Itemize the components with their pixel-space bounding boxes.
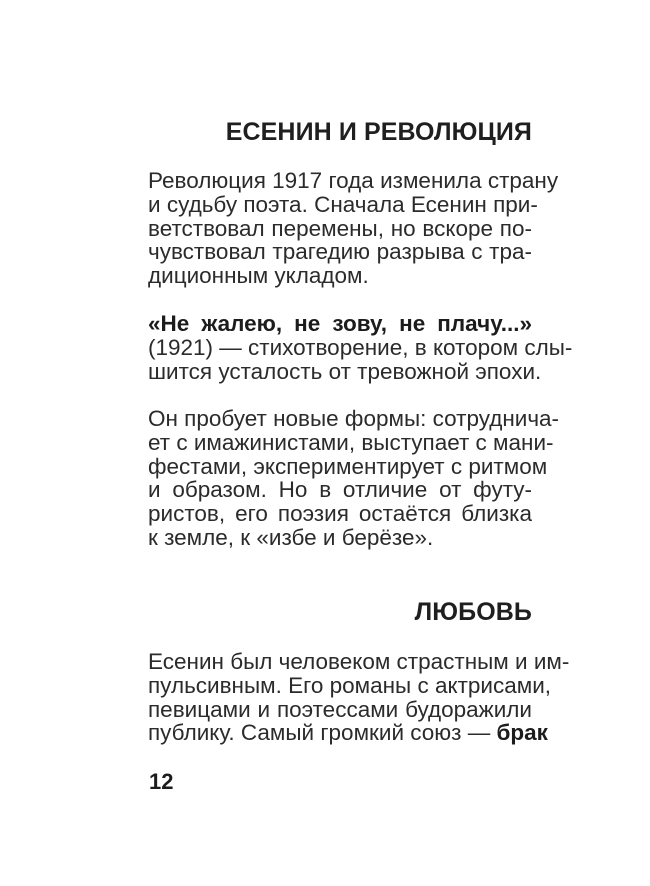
text-line: Революция 1917 года изменила страну <box>148 168 559 193</box>
text-line: пульсивным. Его романы с актрисами, <box>148 672 552 698</box>
text-line: (1921) — стихотворение, в котором слы- <box>148 334 573 360</box>
text-line: ветствовал перемены, но вскоре по- <box>148 215 532 241</box>
paragraph-revolution-intro <box>148 168 559 289</box>
text-line: ристов, его поэзия остаётся близка <box>148 501 532 527</box>
page-number: 12 <box>149 769 174 794</box>
text-line: шится усталость от тревожной эпохи. <box>148 358 542 384</box>
paragraph-new-forms <box>148 406 560 550</box>
text-line: и образом. Но в отличие от футу- <box>148 477 532 503</box>
text-line: Он пробует новые формы: сотруднича- <box>148 406 560 431</box>
text-line: певицами и поэтессами будоражили <box>148 696 532 722</box>
text-line <box>148 720 548 746</box>
text-line: фестами, экспериментирует с ритмом <box>148 453 548 479</box>
paragraph-love-intro <box>148 649 570 746</box>
text-line: ет с имажинистами, выступает с мани- <box>148 429 554 455</box>
text-line: Есенин был человеком страстным и им- <box>148 649 570 674</box>
section-heading-revolution: ЕСЕНИН И РЕВОЛЮЦИЯ <box>225 118 532 146</box>
poem-title: «Не жалею, не зову, не плачу...» <box>148 311 532 336</box>
section-heading-love: ЛЮБОВЬ <box>414 598 532 626</box>
bold-word: брак <box>496 720 548 746</box>
text-line: и судьбу поэта. Сначала Есенин при- <box>148 191 538 217</box>
text-fragment: публику. Самый громкий союз — <box>148 720 491 746</box>
text-line: диционным укладом. <box>148 263 369 289</box>
paragraph-poem-mention <box>148 311 573 384</box>
text-line: к земле, к «избе и берёзе». <box>148 524 434 550</box>
text-line: чувствовал трагедию разрыва с тра- <box>148 239 532 265</box>
